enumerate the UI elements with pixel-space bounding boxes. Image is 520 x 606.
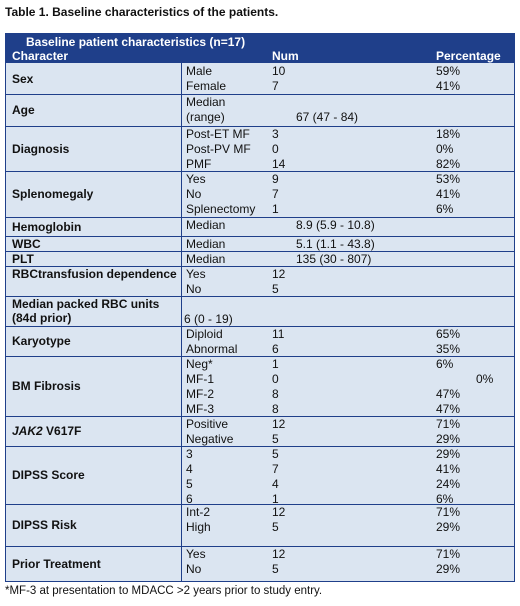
percentage-value: 65% (436, 327, 461, 341)
percentage-value: 41% (436, 187, 461, 201)
subcategory: Splenectomy (186, 202, 256, 216)
count-value: 7 (272, 462, 279, 476)
percentage-value: 71% (436, 505, 461, 519)
count-value: 12 (272, 547, 286, 561)
percentage-value: 0% (436, 142, 454, 156)
count-value: 9 (272, 172, 279, 186)
section-row (6, 326, 514, 356)
section-row (6, 416, 514, 446)
section-label-text: DIPSS Risk (12, 518, 77, 532)
section-label-text: WBC (12, 237, 41, 251)
count-value: 5 (272, 432, 279, 446)
table-title: Baseline patient characteristics (n=17) (26, 35, 246, 49)
section-row (6, 266, 514, 296)
count-value: 1 (272, 492, 279, 506)
section-label-text: Prior Treatment (12, 557, 101, 571)
section-row (6, 504, 514, 546)
percentage-value: 59% (436, 64, 461, 78)
percentage-value: 6% (436, 357, 454, 371)
section-label-text: BM Fibrosis (12, 379, 81, 393)
percentage-value: 29% (436, 562, 461, 576)
section-label (12, 424, 177, 438)
section-label (12, 379, 177, 393)
count-value: 12 (272, 505, 286, 519)
section-label (12, 142, 177, 156)
percentage-value: 24% (436, 477, 461, 491)
section-row (6, 63, 514, 94)
percentage-value: 71% (436, 547, 461, 561)
percentage-value: 47% (436, 402, 461, 416)
section-label-text: Splenomegaly (12, 187, 94, 201)
section-label (12, 252, 177, 266)
subcategory: Yes (186, 172, 206, 186)
count-value: 5.1 (1.1 - 43.8) (296, 237, 375, 251)
gene-name: JAK2 (12, 424, 43, 438)
section-row (6, 356, 514, 416)
section-row (6, 546, 514, 582)
subcategory: Neg* (186, 357, 213, 371)
subcategory: (range) (186, 110, 225, 124)
subcategory: 4 (186, 462, 193, 476)
percentage-value: 29% (436, 447, 461, 461)
subcategory: No (186, 187, 202, 201)
count-value: 12 (272, 417, 286, 431)
count-value: 4 (272, 477, 279, 491)
section-row (6, 126, 514, 171)
table-caption: Table 1. Baseline characteristics of the patients. (5, 5, 279, 19)
count-value: 14 (272, 157, 286, 171)
percentage-value: 29% (436, 520, 461, 534)
section-label (12, 557, 177, 571)
count-value: 7 (272, 187, 279, 201)
subcategory: MF-2 (186, 387, 214, 401)
section-label-text: Karyotype (12, 334, 71, 348)
section-row (6, 94, 514, 126)
percentage-value: 35% (436, 342, 461, 356)
section-row (6, 217, 514, 236)
section-label (12, 187, 177, 201)
subcategory: Positive (186, 417, 229, 431)
percentage-value: 41% (436, 462, 461, 476)
count-value: 67 (47 - 84) (296, 110, 359, 124)
subcategory: No (186, 282, 202, 296)
count-value: 8 (272, 402, 279, 416)
subcategory: Yes (186, 547, 206, 561)
subcategory: 5 (186, 477, 193, 491)
section-row (6, 446, 514, 504)
count-value: 11 (272, 327, 285, 341)
subcategory: Median (186, 218, 226, 232)
section-label (12, 267, 177, 281)
section-label-text: RBCtransfusion dependence (12, 267, 177, 281)
subcategory: Diploid (186, 327, 223, 341)
count-value: 8.9 (5.9 - 10.8) (296, 218, 375, 232)
section-label (12, 468, 177, 482)
subcategory: Negative (186, 432, 234, 446)
percentage-value: 18% (436, 127, 461, 141)
subcategory: Int-2 (186, 505, 211, 519)
subcategory: Median (186, 252, 226, 266)
column-header-num: Num (272, 49, 299, 63)
count-value: 1 (272, 357, 279, 371)
column-header-character: Character (12, 49, 69, 63)
percentage-value: 29% (436, 432, 461, 446)
column-header-percentage: Percentage (436, 49, 501, 63)
subcategory: Abnormal (186, 342, 238, 356)
count-value: 1 (272, 202, 279, 216)
count-value: 10 (272, 64, 286, 78)
section-label-text: Sex (12, 72, 34, 86)
percentage-value: 41% (436, 79, 461, 93)
count-value: 6 (272, 342, 279, 356)
subcategory: No (186, 562, 202, 576)
percentage-value: 0% (476, 372, 494, 386)
subcategory: Median (186, 237, 226, 251)
section-label (12, 103, 177, 117)
section-label-text: Age (12, 103, 35, 117)
count-value: 5 (272, 562, 279, 576)
section-label (12, 518, 177, 532)
section-row (6, 236, 514, 251)
row-separator (6, 217, 514, 218)
section-label (12, 297, 177, 325)
section-label-text: V617F (42, 424, 82, 438)
count-value: 135 (30 - 807) (296, 252, 372, 266)
section-label-text: Hemoglobin (12, 220, 82, 234)
section-label (12, 220, 177, 234)
section-row (6, 296, 514, 326)
section-label (12, 72, 177, 86)
section-label-text: Diagnosis (12, 142, 70, 156)
section-label-text: DIPSS Score (12, 468, 85, 482)
section-label-text: Median packed RBC units (84d prior) (12, 297, 160, 325)
section-label (12, 334, 177, 348)
percentage-value: 6% (436, 492, 454, 506)
subcategory: Yes (186, 267, 206, 281)
count-value: 5 (272, 447, 279, 461)
count-value: 6 (0 - 19) (184, 312, 233, 326)
count-value: 0 (272, 372, 279, 386)
row-separator (6, 94, 514, 95)
percentage-value: 6% (436, 202, 454, 216)
subcategory: MF-3 (186, 402, 214, 416)
count-value: 5 (272, 282, 279, 296)
section-label (12, 237, 177, 251)
subcategory: 3 (186, 447, 193, 461)
subcategory: 6 (186, 492, 193, 506)
count-value: 7 (272, 79, 279, 93)
subcategory: Post-PV MF (186, 142, 251, 156)
count-value: 3 (272, 127, 279, 141)
section-row (6, 251, 514, 266)
subcategory: Female (186, 79, 227, 93)
percentage-value: 47% (436, 387, 461, 401)
section-label-text: PLT (12, 252, 34, 266)
count-value: 12 (272, 267, 286, 281)
subcategory: Male (186, 64, 213, 78)
table-header (6, 34, 514, 63)
table-footnote: *MF-3 at presentation to MDACC >2 years prior to study entry. (5, 585, 323, 597)
subcategory: Median (186, 95, 226, 109)
baseline-table (5, 33, 515, 582)
count-value: 8 (272, 387, 279, 401)
section-row (6, 171, 514, 217)
percentage-value: 82% (436, 157, 461, 171)
subcategory: Post-ET MF (186, 127, 250, 141)
percentage-value: 53% (436, 172, 461, 186)
subcategory: MF-1 (186, 372, 214, 386)
percentage-value: 71% (436, 417, 461, 431)
count-value: 0 (272, 142, 279, 156)
count-value: 5 (272, 520, 279, 534)
subcategory: High (186, 520, 211, 534)
subcategory: PMF (186, 157, 212, 171)
